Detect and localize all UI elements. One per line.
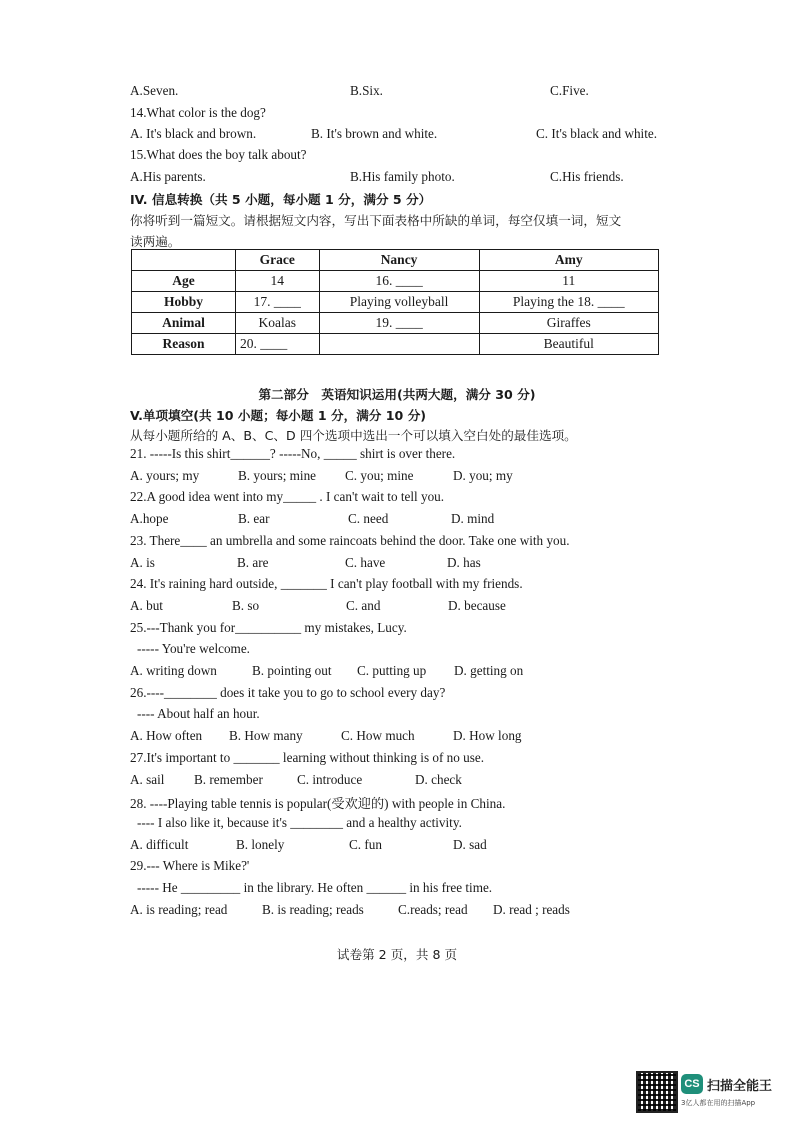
question-stem: 24. It's raining hard outside, _______ I can't play football with my friends.: [130, 576, 523, 591]
page-footer: 试卷第 2 页，共 8 页: [336, 947, 458, 962]
table-corner-cell: [132, 250, 236, 271]
q15-stem: 15.What does the boy talk about?: [130, 147, 307, 162]
answer-option-d: D. How long: [453, 728, 522, 743]
table-row-label: Hobby: [132, 292, 236, 313]
question-stem: 26.----________ does it take you to go to school every day?: [130, 685, 446, 700]
qr-code-icon: [636, 1071, 678, 1113]
question-dialog-line: ---- I also like it, because it's ________ and a healthy activity.: [137, 815, 462, 830]
answer-option-c: C.reads; read: [398, 902, 468, 917]
table-header: Amy: [479, 250, 658, 271]
table-row: [132, 334, 659, 355]
question-dialog-line: ---- About half an hour.: [137, 706, 260, 721]
answer-option-a: A. is reading; read: [130, 902, 228, 917]
part2-title: 第二部分 英语知识运用(共两大题，满分 30 分): [258, 387, 536, 402]
q13-option-a: A.Seven.: [130, 83, 179, 98]
table-cell: [319, 334, 479, 355]
table-cell: Beautiful: [479, 334, 658, 355]
table-cell: Playing volleyball: [319, 292, 479, 313]
answer-option-a: A. but: [130, 598, 163, 613]
answer-option-a: A.hope: [130, 511, 169, 526]
question-stem: 29.--- Where is Mike?': [130, 858, 250, 873]
answer-option-c: C. fun: [349, 837, 382, 852]
question-dialog-line: ----- He _________ in the library. He often ______ in his free time.: [137, 880, 493, 895]
q14-option-c: C. It's black and white.: [536, 126, 658, 141]
table-cell: 19. ____: [319, 313, 479, 334]
answer-option-c: C. introduce: [297, 772, 363, 787]
answer-option-b: B. How many: [229, 728, 303, 743]
q14-stem: 14.What color is the dog?: [130, 105, 266, 120]
answer-option-d: D. because: [448, 598, 506, 613]
answer-option-d: D. mind: [451, 511, 495, 526]
answer-option-b: B. remember: [194, 772, 263, 787]
answer-option-b: B. are: [237, 555, 269, 570]
question-stem: 22.A good idea went into my_____ . I can't wait to tell you.: [130, 489, 445, 504]
table-cell: 14: [236, 271, 320, 292]
answer-option-a: A. How often: [130, 728, 203, 743]
question-dialog-line: ----- You're welcome.: [137, 641, 250, 656]
answer-option-b: B. so: [232, 598, 260, 613]
table-cell: 16. ____: [319, 271, 479, 292]
answer-option-c: C. How much: [341, 728, 415, 743]
answer-option-c: C. need: [348, 511, 389, 526]
table-row-label: Animal: [132, 313, 236, 334]
answer-option-c: C. and: [346, 598, 381, 613]
answer-option-b: B. yours; mine: [238, 468, 317, 483]
section5-title: V.单项填空(共 10 小题；每小题 1 分，满分 10 分): [130, 408, 427, 423]
answer-option-b: B. is reading; reads: [262, 902, 364, 917]
section5-instruction: 从每小题所给的 A、B、C、D 四个选项中选出一个可以填入空白处的最佳选项。: [130, 428, 577, 443]
answer-option-d: D. has: [447, 555, 481, 570]
answer-option-d: D. read ; reads: [493, 902, 570, 917]
q15-option-c: C.His friends.: [550, 169, 624, 184]
answer-option-a: A. sail: [130, 772, 165, 787]
table-cell: 20. ____: [236, 334, 320, 355]
q15-option-a: A.His parents.: [130, 169, 206, 184]
q14-option-a: A. It's black and brown.: [130, 126, 257, 141]
answer-option-b: B. pointing out: [252, 663, 332, 678]
question-stem: 28. ----Playing table tennis is popular(受欢迎的) with people in China.: [130, 796, 506, 811]
q15-option-b: B.His family photo.: [350, 169, 455, 184]
table-header-row: [132, 250, 659, 271]
answer-option-d: D. sad: [453, 837, 487, 852]
table-row: [132, 313, 659, 334]
section4-instruction-2: 读两遍。: [130, 234, 181, 249]
section4-title: IV. 信息转换（共 5 小题，每小题 1 分，满分 5 分）: [130, 192, 432, 207]
camscanner-tagline: 3亿人都在用的扫描App: [681, 1099, 756, 1107]
answer-option-c: C. you; mine: [345, 468, 414, 483]
question-stem: 21. -----Is this shirt______? -----No, _____ shirt is over there.: [130, 446, 456, 461]
info-table: [131, 249, 659, 355]
table-cell: Playing the 18. ____: [479, 292, 658, 313]
q14-option-b: B. It's brown and white.: [311, 126, 438, 141]
answer-option-d: D. check: [415, 772, 462, 787]
question-stem: 27.It's important to _______ learning without thinking is of no use.: [130, 750, 485, 765]
answer-option-b: B. lonely: [236, 837, 285, 852]
table-row: [132, 292, 659, 313]
answer-option-d: D. getting on: [454, 663, 524, 678]
table-cell: Koalas: [236, 313, 320, 334]
answer-option-a: A. difficult: [130, 837, 189, 852]
table-row: [132, 271, 659, 292]
answer-option-b: B. ear: [238, 511, 270, 526]
section4-instruction-1: 你将听到一篇短文。请根据短文内容，写出下面表格中所缺的单词，每空仅填一词，短文: [130, 213, 622, 228]
camscanner-logo: CS: [681, 1074, 703, 1094]
answer-option-c: C. have: [345, 555, 386, 570]
answer-option-a: A. yours; my: [130, 468, 200, 483]
answer-option-a: A. is: [130, 555, 155, 570]
answer-option-c: C. putting up: [357, 663, 427, 678]
table-header: Nancy: [319, 250, 479, 271]
camscanner-name: 扫描全能王: [707, 1079, 773, 1094]
answer-option-a: A. writing down: [130, 663, 217, 678]
table-row-label: Reason: [132, 334, 236, 355]
table-cell: 11: [479, 271, 658, 292]
table-cell: 17. ____: [236, 292, 320, 313]
q13-option-b: B.Six.: [350, 83, 383, 98]
question-stem: 25.---Thank you for__________ my mistakes, Lucy.: [130, 620, 407, 635]
question-stem: 23. There____ an umbrella and some raincoats behind the door. Take one with you.: [130, 533, 570, 548]
q13-option-c: C.Five.: [550, 83, 589, 98]
table-cell: Giraffes: [479, 313, 658, 334]
answer-option-d: D. you; my: [453, 468, 513, 483]
table-header: Grace: [236, 250, 320, 271]
table-row-label: Age: [132, 271, 236, 292]
